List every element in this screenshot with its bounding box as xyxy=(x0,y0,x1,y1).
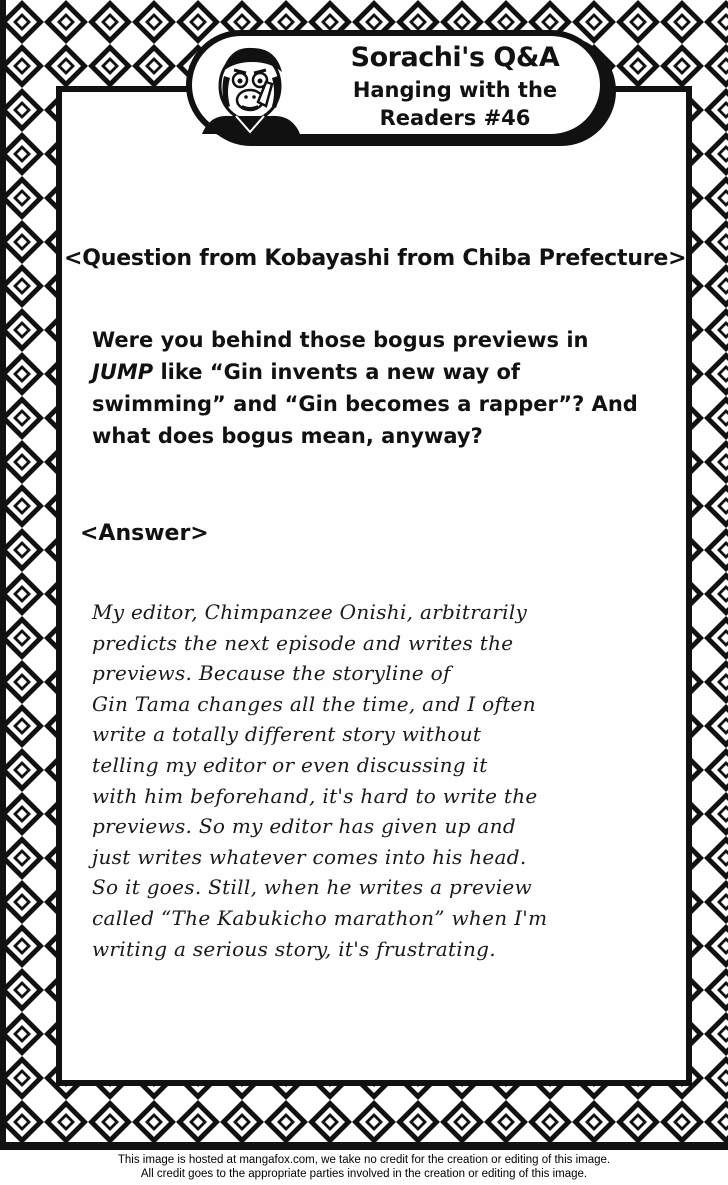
question-header: <Question from Kobayashi from Chiba Prefecture> xyxy=(64,246,687,271)
question-magazine-name: JUMP xyxy=(92,360,154,384)
hosting-credit xyxy=(0,1153,728,1181)
answer-line: with him beforehand, it's hard to write the xyxy=(92,783,538,808)
question-text xyxy=(92,324,652,452)
answer-header: <Answer> xyxy=(80,521,209,546)
answer-line: predicts the next episode and writes the xyxy=(92,630,514,655)
banner-title: Sorachi's Q&A xyxy=(350,42,560,73)
question-text-part1: Were you behind those bogus previews in xyxy=(92,328,589,352)
answer-line: telling my editor or even discussing it xyxy=(92,752,488,777)
title-banner xyxy=(186,30,606,140)
answer-line: previews. Because the storyline of xyxy=(92,661,451,686)
banner-subtitle-line2: Readers #46 xyxy=(379,106,531,130)
answer-line: My editor, Chimpanzee Onishi, arbitrarily xyxy=(92,600,528,624)
credit-line1: This image is hosted at mangafox.com, we take no credit for the creation or editing of this image. xyxy=(117,1154,611,1166)
answer-line: previews. So my editor has given up and xyxy=(92,814,516,839)
banner-subtitle-line1: Hanging with the xyxy=(352,78,558,102)
answer-line: just writes whatever comes into his head. xyxy=(92,844,527,869)
answer-line: write a totally different story without xyxy=(92,722,482,747)
gorilla-author-portrait-icon xyxy=(200,42,304,134)
answer-line: Gin Tama changes all the time, and I often xyxy=(92,691,536,716)
credit-line2: All credit goes to the appropriate parties involved in the creation or editing of this image. xyxy=(140,1168,588,1180)
answer-line: So it goes. Still, when he writes a preview xyxy=(92,875,532,900)
answer-line: writing a serious story, it's frustrating. xyxy=(92,936,496,961)
answer-line: called “The Kabukicho marathon” when I'm xyxy=(92,905,548,930)
answer-text xyxy=(92,597,652,964)
question-text-part2: like “Gin invents a new way of swimming” and “Gin becomes a rapper”? And what does bogus mean, anyway? xyxy=(92,360,638,448)
